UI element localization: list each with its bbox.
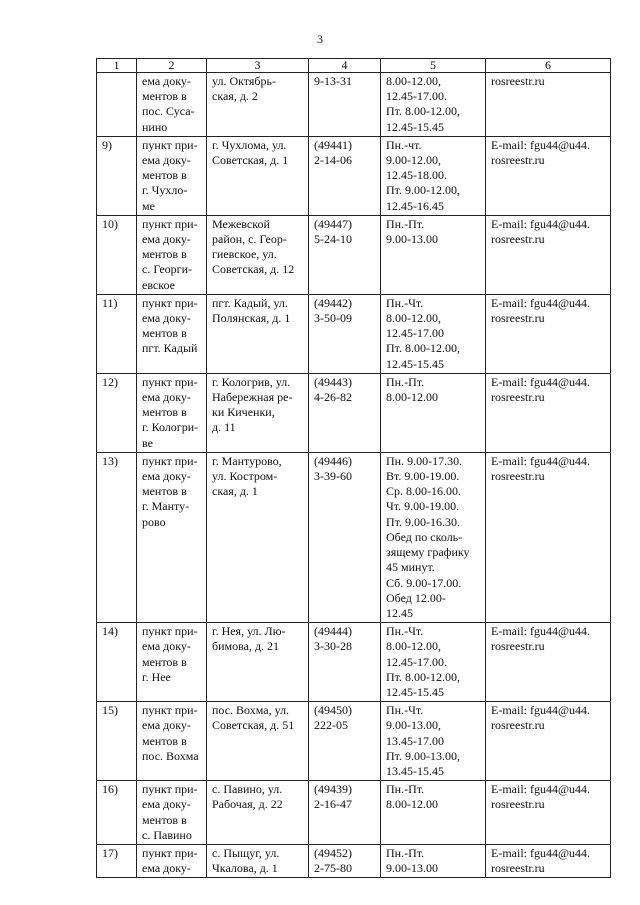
row-number: 15) xyxy=(97,702,137,781)
office-phone: (49444) 3-30-28 xyxy=(309,623,381,702)
office-hours: Пн.-чт. 9.00-12.00, 12.45-18.00. Пт. 9.00-12.00, 12.45-16.45 xyxy=(381,136,486,215)
office-email: E-mail: fgu44@u44. rosreestr.ru xyxy=(486,215,611,294)
office-email: E-mail: fgu44@u44. rosreestr.ru xyxy=(486,781,611,845)
page-number: 3 xyxy=(317,32,323,46)
office-hours: Пн.-Чт. 8.00-12.00, 12.45-17.00. Пт. 8.00-12.00, 12.45-15.45 xyxy=(381,623,486,702)
column-header: 4 xyxy=(309,59,381,73)
office-email: E-mail: fgu44@u44. rosreestr.ru xyxy=(486,136,611,215)
office-address: г. Нея, ул. Лю- бимова, д. 21 xyxy=(207,623,309,702)
column-header: 3 xyxy=(207,59,309,73)
office-email: E-mail: fgu44@u44. rosreestr.ru xyxy=(486,452,611,622)
office-address: г. Чухлома, ул. Советская, д. 1 xyxy=(207,136,309,215)
office-email: E-mail: fgu44@u44. rosreestr.ru xyxy=(486,844,611,877)
office-hours: 8.00-12.00, 12.45-17.00. Пт. 8.00-12.00, 12.45-15.45 xyxy=(381,73,486,137)
table-row xyxy=(97,136,611,215)
office-phone: 9-13-31 xyxy=(309,73,381,137)
office-email: E-mail: fgu44@u44. rosreestr.ru xyxy=(486,702,611,781)
office-address: пгт. Кадый, ул. Полянская, д. 1 xyxy=(207,294,309,373)
column-header: 1 xyxy=(97,59,137,73)
office-email: E-mail: fgu44@u44. rosreestr.ru xyxy=(486,294,611,373)
office-phone: (49446) 3-39-60 xyxy=(309,452,381,622)
office-name: пункт при- ема доку- xyxy=(137,844,207,877)
offices-table xyxy=(96,58,611,878)
office-name: пункт при- ема доку- ментов в г. Чухло- ме xyxy=(137,136,207,215)
office-phone: (49450) 222-05 xyxy=(309,702,381,781)
row-number: 12) xyxy=(97,373,137,452)
office-phone: (49442) 3-50-09 xyxy=(309,294,381,373)
row-number: 16) xyxy=(97,781,137,845)
table-row xyxy=(97,373,611,452)
office-phone: (49447) 5-24-10 xyxy=(309,215,381,294)
office-phone: (49452) 2-75-80 xyxy=(309,844,381,877)
office-address: г. Мантурово, ул. Костром- ская, д. 1 xyxy=(207,452,309,622)
office-phone: (49439) 2-16-47 xyxy=(309,781,381,845)
row-number: 13) xyxy=(97,452,137,622)
office-phone: (49443) 4-26-82 xyxy=(309,373,381,452)
table-row xyxy=(97,294,611,373)
office-name: пункт при- ема доку- ментов в г. Нее xyxy=(137,623,207,702)
table-row xyxy=(97,73,611,137)
office-hours: Пн.-Чт. 9.00-13.00, 13.45-17.00 Пт. 9.00-13.00, 13.45-15.45 xyxy=(381,702,486,781)
office-hours: Пн.-Пт. 8.00-12.00 xyxy=(381,781,486,845)
office-phone: (49441) 2-14-06 xyxy=(309,136,381,215)
office-name: пункт при- ема доку- ментов в пос. Вохма xyxy=(137,702,207,781)
office-address: г. Кологрив, ул. Набережная ре- ки Киченки, д. 11 xyxy=(207,373,309,452)
column-header: 6 xyxy=(486,59,611,73)
row-number: 10) xyxy=(97,215,137,294)
office-address: Межевской район, с. Геор- гиевское, ул. Советская, д. 12 xyxy=(207,215,309,294)
column-header: 2 xyxy=(137,59,207,73)
table-row xyxy=(97,702,611,781)
office-address: с. Пыщуг, ул. Чкалова, д. 1 xyxy=(207,844,309,877)
office-name: пункт при- ема доку- ментов в г. Манту- рово xyxy=(137,452,207,622)
office-address: пос. Вохма, ул. Советская, д. 51 xyxy=(207,702,309,781)
office-hours: Пн.-Пт. 9.00-13.00 xyxy=(381,844,486,877)
table-row xyxy=(97,844,611,877)
office-email: E-mail: fgu44@u44. rosreestr.ru xyxy=(486,623,611,702)
row-number: 11) xyxy=(97,294,137,373)
row-number xyxy=(97,73,137,137)
office-hours: Пн.-Чт. 8.00-12.00, 12.45-17.00 Пт. 8.00-12.00, 12.45-15.45 xyxy=(381,294,486,373)
office-name: пункт при- ема доку- ментов в пгт. Кадый xyxy=(137,294,207,373)
office-hours: Пн. 9.00-17.30. Вт. 9.00-19.00. Ср. 8.00-16.00. Чт. 9.00-19.00. Пт. 9.00-16.30. Обед по сколь- зящему графику 45 минут. Сб. 9.00-17.00. Обед 12.00- 12.45 xyxy=(381,452,486,622)
office-name: ема доку- ментов в пос. Суса- нино xyxy=(137,73,207,137)
office-email: E-mail: fgu44@u44. rosreestr.ru xyxy=(486,373,611,452)
office-name: пункт при- ема доку- ментов в с. Павино xyxy=(137,781,207,845)
row-number: 14) xyxy=(97,623,137,702)
table-row xyxy=(97,623,611,702)
column-header: 5 xyxy=(381,59,486,73)
office-address: с. Павино, ул. Рабочая, д. 22 xyxy=(207,781,309,845)
row-number: 17) xyxy=(97,844,137,877)
row-number: 9) xyxy=(97,136,137,215)
office-name: пункт при- ема доку- ментов в г. Кологри- ве xyxy=(137,373,207,452)
office-email: rosreestr.ru xyxy=(486,73,611,137)
office-hours: Пн.-Пт. 8.00-12.00 xyxy=(381,373,486,452)
table-row xyxy=(97,781,611,845)
office-address: ул. Октябрь- ская, д. 2 xyxy=(207,73,309,137)
office-hours: Пн.-Пт. 9.00-13.00 xyxy=(381,215,486,294)
office-name: пункт при- ема доку- ментов в с. Георги- евское xyxy=(137,215,207,294)
header-row xyxy=(97,59,611,73)
table-row xyxy=(97,452,611,622)
table-row xyxy=(97,215,611,294)
